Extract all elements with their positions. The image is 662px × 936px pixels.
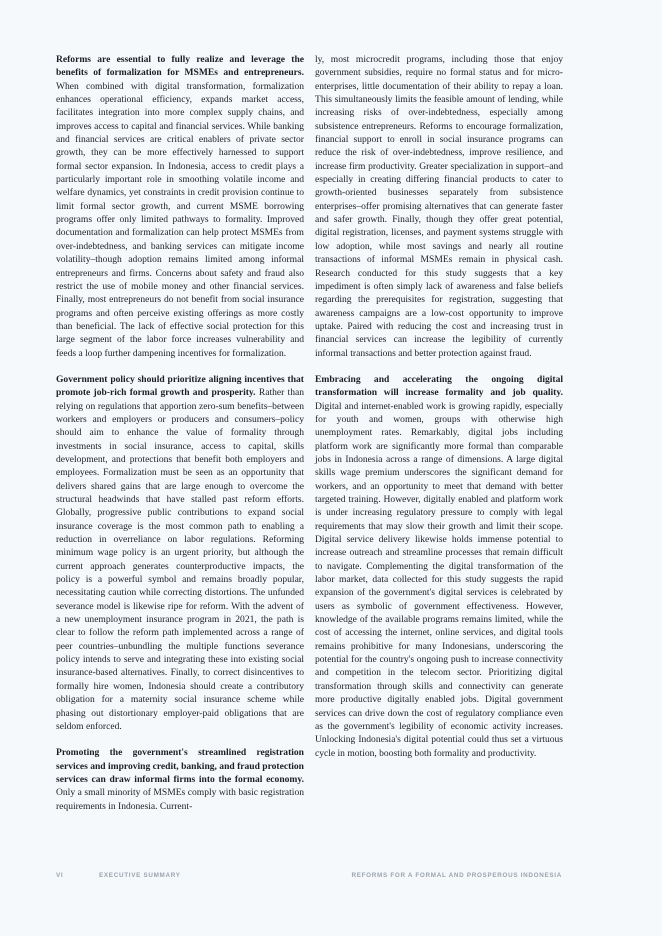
page-number: VI — [56, 872, 64, 879]
footer-section-title: EXECUTIVE SUMMARY — [99, 872, 181, 879]
left-column — [56, 53, 304, 826]
paragraph-registration-services — [56, 746, 304, 813]
right-column — [315, 53, 563, 773]
paragraph-formalization-msmes — [56, 53, 304, 360]
paragraph-body: ly, most microcredit programs, including those that enjoy government subsidies, require no formal status and for micro-enterprises, little documentation of their ability to repay a loan. This simultaneously limits the feasible amount of lending, while increasing risks of over-indebtedness, especially among subsistence entrepreneurs. Reforms to encourage formalization, financial support to enroll in social insurance programs can reduce the risk of over-indebtedness, improve resilience, and increase firm productivity. Greater specialization in support–and especially in creating differing financial products to cater to growth-oriented businesses separately from subsistence enterprises–offer promising alternatives that can generate faster and safer growth. Finally, though they offer great potential, digital registration, licenses, and payment systems struggle with low adoption, while most savings and nearly all routine transactions of informal MSMEs remain in physical cash. Research conducted for this study suggests that a key impediment is often simply lack of awareness and false beliefs regarding the prerequisites for registration, suggesting that awareness campaigns are a low-cost opportunity to improve uptake. Paired with reducing the cost and increasing trust in financial services can increase the legibility of currently informal transactions and better protection against fraud. — [315, 54, 563, 359]
paragraph-body: Only a small minority of MSMEs comply with basic registration requirements in Indonesia. Current- — [56, 787, 304, 812]
paragraph-government-policy — [56, 373, 304, 733]
paragraph-lead: Reforms are essential to fully realize and leverage the benefits of formalization for MSMEs and entrepreneurs. — [56, 54, 304, 79]
paragraph-body: When combined with digital transformation, formalization enhances operational efficiency, expands market access, facilitates integration into more complex supply chains, and improves access to capital and financial services. While banking and financial services are critical enablers of private sector growth, they can be more effectively harnessed to support formal sector expansion. In Indonesia, access to credit plays a particularly important role in smoothing volatile income and welfare dynamics, yet constraints in credit provision continue to limit formal sector growth, and current MSME borrowing programs offer only limited pathways to formality. Improved documentation and formalization can help protect MSMEs from over-indebtedness, and banking services can mitigate income volatility–though adoption remains limited among informal entrepreneurs and firms. Concerns about safety and fraud also restrict the use of mobile money and other financial services. Finally, most entrepreneurs do not benefit from social insurance programs and often perceive existing offerings as more costly than beneficial. The lack of effective social protection for this large segment of the labor force increases vulnerability and feeds a loop further dampening incentives for formalization. — [56, 80, 304, 359]
paragraph-lead: Embracing and accelerating the ongoing digital transformation will increase formality and job quality. — [315, 373, 563, 399]
paragraph-body: Rather than relying on regulations that apportion zero-sum benefits–between workers and employers or producers and consumers–policy should aim to enhance the value of formality through investments in social insurance, access to capital, skills development, and protections that benefit both employers and employees. Formalization must be seen as an opportunity that delivers shared gains that are large enough to overcome the structural headwinds that have stalled past reform efforts. Globally, progressive public contributions to expand social insurance coverage is the most common path to enabling a reduction in overreliance on labor regulations. Reforming minimum wage policy is an urgent priority, but although the current approach generates counterproductive impacts, the policy is a powerful symbol and remains broadly popular, necessitating caution while correcting distortions. The unfunded severance model is likewise ripe for reform. With the advent of a new unemployment insurance program in 2021, the path is clear to follow the reform path implemented across a range of peer countries–unbundling the multiple functions severance policy intends to serve and integrating these into existing social insurance-based alternatives. Finally, to correct disincentives to formally hire women, Indonesia should create a contributory obligation for a maternity social insurance scheme while phasing out distortionary employer-paid obligations that are seldom enforced. — [56, 387, 304, 732]
paragraph-digital-transformation — [315, 373, 563, 760]
paragraph-lead: Government policy should prioritize aligning incentives that promote job-rich formal growth and prosperity. — [56, 373, 304, 399]
paragraph-registration-continued — [315, 53, 563, 360]
footer-running-title: REFORMS FOR A FORMAL AND PROSPEROUS INDONESIA — [351, 872, 562, 879]
paragraph-body: Digital and internet-enabled work is growing rapidly, especially for youth and women, groups with otherwise high unemployment rates. Remarkably, digital jobs including platform work are significantly more formal than comparable jobs in Indonesia across a range of dimensions. A large digital skills wage premium underscores the significant demand for workers, and an opportunity to meet that demand with better targeted training. However, digitally enabled and platform work is under increasing regulatory pressure to comply with legal requirements that may slow their growth and limit their scope. Digital service delivery likewise holds immense potential to increase outreach and streamline processes that remain difficult to navigate. Complementing the digital transformation of the labor market, data collected for this study suggests the rapid expansion of the government's digital services is celebrated by users as symbolic of government effectiveness. However, knowledge of the available programs remains limited, while the cost of accessing the internet, online services, and digital tools remains prohibitive for many Indonesians, underscoring the potential for the country's ongoing push to increase connectivity and competition in the telecom sector. Prioritizing digital transformation through skills and connectivity can generate more productive digitally enabled jobs. Digital government services can drive down the cost of regulatory compliance even as the government's legibility of economic activity increases. Unlocking Indonesia's digital potential could thus set a virtuous cycle in motion, boosting both formality and productivity. — [315, 400, 563, 759]
paragraph-lead: Promoting the government's streamlined registration services and improving credit, banking, and fraud protection services can draw informal firms into the formal economy. — [56, 747, 304, 785]
